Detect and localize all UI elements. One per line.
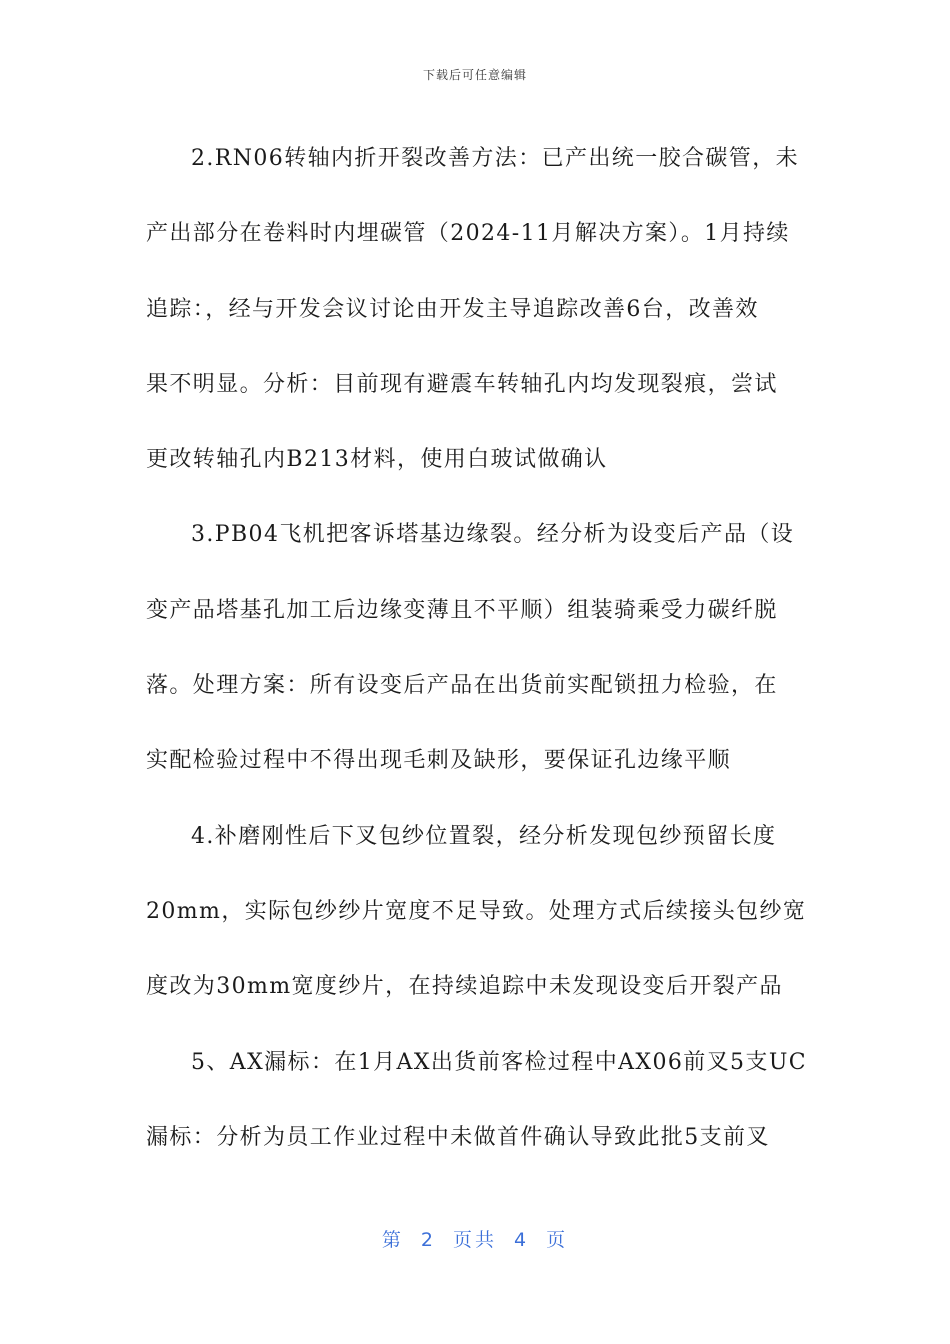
paragraph-line: 实配检验过程中不得出现毛刺及缺形，要保证孔边缘平顺	[146, 748, 732, 774]
paragraph-line: 果不明显。分析：目前现有避震车转轴孔内均发现裂痕，尝试	[146, 371, 778, 397]
paragraph-2	[146, 121, 806, 497]
paragraph-line: 2.RN06转轴内折开裂改善方法：已产出统一胶合碳管，未	[191, 146, 800, 171]
paragraph-line: 度改为30mm宽度纱片，在持续追踪中未发现设变后开裂产品	[146, 974, 783, 1000]
paragraph-5	[146, 1025, 806, 1176]
paragraph-line: 更改转轴孔内B213材料，使用白玻试做确认	[146, 447, 608, 473]
paragraph-4	[146, 799, 806, 1025]
paragraph-line: 20mm，实际包纱纱片宽度不足导致。处理方式后续接头包纱宽	[146, 898, 807, 924]
paragraph-line: 变产品塔基孔加工后边缘变薄且不平顺）组装骑乘受力碳纤脱	[146, 597, 778, 623]
paragraph-3	[146, 497, 806, 798]
paragraph-line: 落。处理方案：所有设变后产品在出货前实配锁扭力检验，在	[146, 673, 778, 699]
paragraph-line: 产出部分在卷料时内埋碳管（2024-11月解决方案）。1月持续	[146, 221, 790, 247]
paragraph-line: 追踪：，经与开发会议讨论由开发主导追踪改善6台，改善效	[146, 296, 759, 322]
paragraph-line: 3.PB04飞机把客诉塔基边缘裂。经分析为设变后产品（设	[191, 522, 795, 548]
paragraph-line: 5、AX漏标：在1月AX出货前客检过程中AX06前叉5支UC	[191, 1049, 808, 1075]
paragraph-line: 4.补磨刚性后下叉包纱位置裂，经分析发现包纱预留长度	[191, 823, 777, 849]
page-header-note: 下载后可任意编辑	[422, 68, 527, 82]
page-number: 第 2 页共 4 页	[381, 1229, 569, 1251]
document-body	[146, 121, 806, 1175]
paragraph-line: 漏标：分析为员工作业过程中未做首件确认导致此批5支前叉	[146, 1124, 770, 1150]
